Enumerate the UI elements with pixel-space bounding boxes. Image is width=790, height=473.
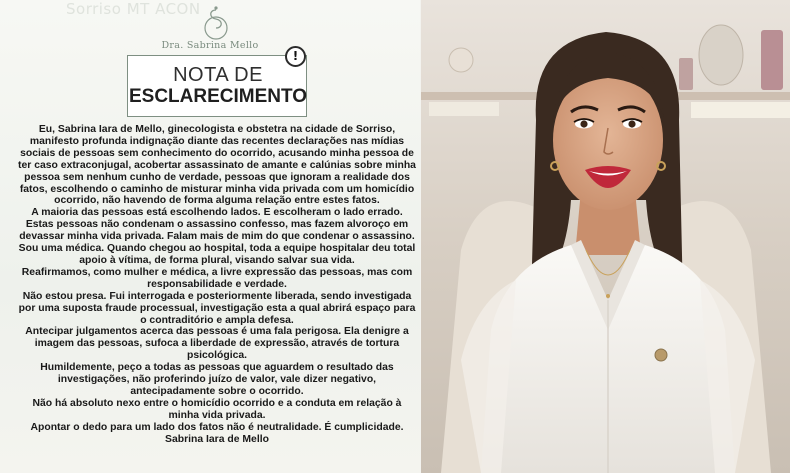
signature-line: Sabrina Iara de Mello [165, 433, 269, 445]
watermark: Sorriso MT ACON [66, 0, 201, 18]
portrait-illustration [421, 0, 790, 473]
paragraph-7: Antecipar julgamentos acerca das pessoas é uma fala perigosa. Ela denigre a imagem das pessoas, sufoca a liberdade de expressão, através de tortura psicológica. [25, 326, 409, 362]
portrait-photo [421, 0, 790, 473]
paragraph-9: Não há absoluto nexo entre o homicídio ocorrido e a conduta em relação à minha vida privada. [32, 397, 402, 421]
title-line-2: ESCLARECIMENTO [128, 86, 308, 107]
paragraph-10: Apontar o dedo para um lado dos fatos não é neutralidade. É cumplicidade. [30, 421, 404, 433]
title-line-1: NOTA DE [173, 64, 263, 86]
paragraph-8: Humildemente, peço a todas as pessoas que aguardem o resultado das investigações, não proferindo juízo de valor, vale dizer negativo, antecipadamente sobre o ocorrido. [40, 362, 394, 397]
brand-name: Dra. Sabrina Mello [161, 40, 259, 51]
paragraph-4: Sou uma médica. Quando chegou ao hospital, toda a equipe hospitalar deu total apoio à vítima, de forma plural, visando salvar sua vida. [18, 243, 416, 266]
brooch-icon [655, 349, 667, 361]
paragraph-6: Não estou presa. Fui interrogada e posteriormente liberada, sendo investigada por uma suposta fraude processual, investigação esta a qual abrirá espaço para o contraditório e ampla defesa. [18, 290, 416, 326]
logo-icon [196, 4, 236, 42]
title-box [127, 55, 307, 117]
pink-bottle [761, 30, 783, 90]
paragraph-1: Eu, Sabrina Iara de Mello, ginecologista e obstetra na cidade de Sorriso, manifesto profunda indignação diante das recentes declarações nas mídias sociais de pessoas sem conhecimento do ocorrido, acusando minha pessoa de ter caso extraconjugal, acobertar assassinato de amante e calúnias sobre minha pessoa sem nenhum cunho de verdade, pessoas que ignoram a realidade dos fatos, escolhendo o caminho de misturar minha vida privada com um homicídio ocorrido, não havendo de forma alguma relação entre estes fatos. [18, 124, 416, 207]
glass-jar [699, 25, 743, 85]
paragraph-2: A maioria das pessoas está escolhendo lados. E escolheram o lado errado. [31, 207, 403, 219]
alert-icon: ! [285, 46, 306, 67]
paragraph-5: Reafirmamos, como mulher e médica, a livre expressão das pessoas, mas com responsabilidade e verdade. [21, 266, 413, 290]
paragraph-3: Estas pessoas não condenam o assassino confesso, mas fazem alvoroço em devassar minha vida privada. Falam mais de mim do que condenar o assassino. [19, 219, 415, 243]
statement-text [16, 124, 418, 445]
